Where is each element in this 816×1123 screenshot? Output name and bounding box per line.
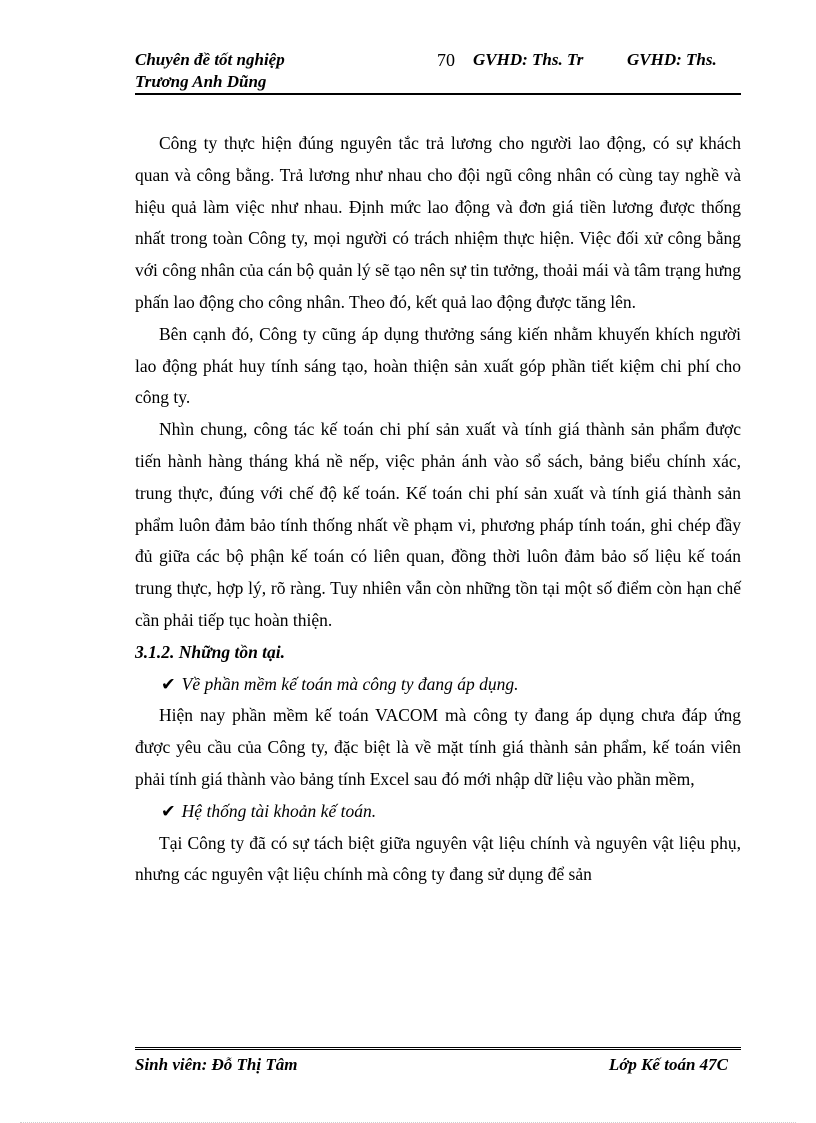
body-paragraph: Công ty thực hiện đúng nguyên tắc trả lương cho người lao động, có sự khách quan và công bằng. Trả lương như nhau cho đội ngũ công nhân có cùng tay nghề và hiệu quả làm việc như nhau. Định mức lao động và đơn giá tiền lương được thống nhất trong toàn Công ty, mọi người có trách nhiệm thực hiện. Việc đối xử công bằng với công nhân của cán bộ quản lý sẽ tạo nên sự tin tưởng, thoải mái và tâm trạng hưng phấn lao động cho công nhân. Theo đó, kết quả lao động được tăng lên. [135,133,741,312]
page-number: 70 [437,50,455,70]
footer-rule [135,1047,741,1050]
bullet-text: Hệ thống tài khoản kế toán. [181,800,377,821]
bullet-item [135,669,741,701]
bullet-text: Về phần mềm kế toán mà công ty đang áp dụng. [181,673,519,694]
checkmark-icon: ✔ [161,800,176,821]
header-advisor-2: GVHD: Ths. [627,50,717,69]
header-author: Trương Anh Dũng [135,72,267,91]
body-paragraph: Hiện nay phần mềm kế toán VACOM mà công ty đang áp dụng chưa đáp ứng được yêu cầu của Công ty, đặc biệt là về mặt tính giá thành sản phẩm, kế toán viên phải tính giá thành vào bảng tính Excel sau đó mới nhập dữ liệu vào phần mềm, [135,705,741,789]
footer-class: Lớp Kế toán 47C [608,1055,728,1074]
page-body [135,128,741,891]
body-paragraph: Bên cạnh đó, Công ty cũng áp dụng thưởng sáng kiến nhằm khuyến khích người lao động phát huy tính sáng tạo, hoàn thiện sản xuất góp phần tiết kiệm chi phí cho công ty. [135,323,741,408]
header-advisor-1: GVHD: Ths. Tr [473,50,584,69]
bullet-item [135,796,741,828]
header-rule [135,93,741,95]
header-title: Chuyên đề tốt nghiệp [135,50,285,69]
body-paragraph: Nhìn chung, công tác kế toán chi phí sản xuất và tính giá thành sản phẩm được tiến hành hàng tháng khá nề nếp, việc phản ánh vào sổ sách, bảng biểu chính xác, trung thực, đúng với chế độ kế toán. Kế toán chi phí sản xuất và tính giá thành sản phẩm luôn đảm bảo tính thống nhất về phạm vi, phương pháp tính toán, ghi chép đầy đủ giữa các bộ phận kế toán có liên quan, đồng thời luôn đảm bảo số liệu kế toán trung thực, hợp lý, rõ ràng. Tuy nhiên vẫn còn những tồn tại một số điểm còn hạn chế cần phải tiếp tục hoàn thiện. [135,419,741,630]
section-heading: 3.1.2. Những tồn tại. [135,641,286,662]
body-paragraph: Tại Công ty đã có sự tách biệt giữa nguyên vật liệu chính và nguyên vật liệu phụ, nhưng các nguyên vật liệu chính mà công ty đang sử dụng để sản [135,832,741,885]
footer-student: Sinh viên: Đỗ Thị Tâm [135,1055,298,1074]
checkmark-icon: ✔ [161,673,176,694]
